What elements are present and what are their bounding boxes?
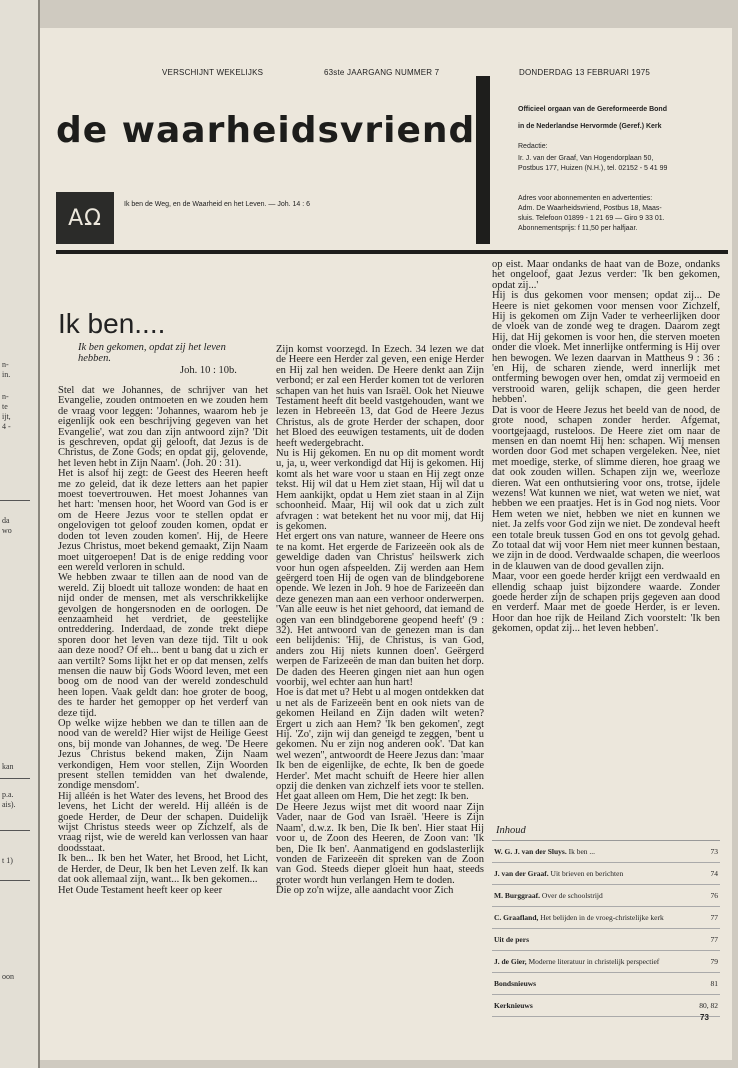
toc-author: Uit de pers [494, 935, 529, 944]
margin-fragment: p.a. [2, 790, 14, 799]
alpha-omega-logo: AΩ [56, 192, 114, 244]
margin-rule [0, 778, 30, 779]
toc-item[interactable] [492, 951, 720, 973]
toc-item[interactable] [492, 885, 720, 907]
margin-fragment: ijt, [2, 412, 11, 421]
admin-info: Adm. De Waarheidsvriend, Postbus 18, Maas- [518, 205, 662, 212]
margin-fragment: te [2, 402, 8, 411]
toc-item[interactable] [492, 841, 720, 863]
toc-page: 81 [710, 979, 718, 988]
masthead-rule [56, 250, 728, 254]
toc-title: Ik ben ... [568, 847, 596, 856]
toc-title: Uit brieven en berichten [550, 869, 624, 878]
toc-item[interactable] [492, 929, 720, 951]
toc-author: Bondsnieuws [494, 979, 537, 988]
masthead-vertical-bar [476, 76, 490, 244]
toc-page: 74 [710, 869, 718, 878]
toc-item[interactable] [492, 995, 720, 1017]
redactie-address: Postbus 177, Huizen (N.H.), tel. 02152 - 5 41 99 [518, 165, 668, 172]
magazine-title: de waarheidsvriend [56, 110, 476, 151]
organ-line: in de Nederlandse Hervormde (Geref.) Kerk [518, 123, 662, 130]
issue-date: DONDERDAG 13 FEBRUARI 1975 [519, 68, 651, 77]
margin-fragment: t 1) [2, 856, 13, 865]
article-column-3: op eist. Maar ondanks de haat van de Boze, ondanks het ongeloof, gaat Jezus verder: 'Ik ben gekomen, opdat zij...' Hij is dus gekomen voor mensen; opdat zij... De Heere is niet gekomen voor mensen voor Zichzelf, Hij is gekomen om Zijn Vader te verheerlijken door de vloek van de zonde weg te dragen. Daarom zegt Hij, dat Hij gekomen is voor hen, die sterven moeten onder die vloek. Met innerlijke ontferming is Hij over hen bewogen. We lezen daarvan in Mattheus 9 : 36 : 'en Hij, de scharen ziende, werd innerlijk met ontferming bewogen over hen, omdat zij vermoeid en verstrooid waren, gelijk schapen, die geen herder hebben'. Dat is voor de Heere Jezus het beeld van de nood, de grote nood, schapen zonder herder. Afgemat, voortgejaagd, rusteloos. De Heere ziet om naar de mensen en dan noemt Hij hen: schapen. Wij mensen worden door God met schapen vergeleken. Nee, niet met moedige, sterke, of slimme dieren, hoe graag we dat ook zouden willen. Schapen zijn we, weerloze dieren. Wat een onthutsiering voor ons, trotse, ijdele wezens! Wat kunnen we niet, wat weten we niet, wat hebben we een praatjes. Het is in God nog niets. Voor Hem weten we niet, hebben we niet en kunnen we niet. Ja zelfs voor God zijn we niet. De zondeval heeft een totale breuk tussen God en ons tot gevolg gehad. Zo totaal dat wij voor Hem niet meer kunnen bestaan, we zijn in de dood. Verdwaalde schapen, die weerloos in de klauwen van de dood gevallen zijn. Maar, voor een goede herder krijgt een verdwaald en ellendig schaap juist bijzondere waarde. Zonder goede herder zijn de schapen prijs gegeven aan dood en verderf. Maar met de goede Herder, is er leven. Hoor dan hoe rijk de Heiland Zich voorstelt: 'Ik ben gekomen, opdat zij... het leven hebben'. [492, 260, 720, 635]
toc-page: 77 [710, 935, 718, 944]
volume-label: 63ste JAARGANG NUMMER 7 [324, 68, 440, 77]
toc-author: C. Graafland, [494, 913, 539, 922]
margin-fragment: in. [2, 370, 11, 379]
frequency-label: VERSCHIJNT WEKELIJKS [162, 68, 264, 77]
admin-info: sluis. Telefoon 01899 - 1 21 69 — Giro 9 33 01. [518, 215, 665, 222]
margin-fragment: wo [2, 526, 12, 535]
margin-fragment: 4 - [2, 422, 11, 431]
admin-info: Abonnementsprijs: f 11,50 per halfjaar. [518, 225, 638, 232]
toc-title: Over de schoolstrijd [541, 891, 603, 900]
article-column-1: Stel dat we Johannes, de schrijver van het Evangelie, zouden ontmoeten en we zouden hem de vraag voor leggen: 'Johannes, waarom heb je eigenlijk ook een beschrijving gegeven van het Evangelie', wat zou dan zijn antwoord zijn? 'Dit is geschreven, opdat gij gelooft, dat Jezus is de Christus, de Zone Gods; en opdat gij, gelovende, het leven hebt in Zijn Naam'. (Joh. 20 : 31). Het is alsof hij zegt: de Geest des Heeren heeft me zo geleid, dat ik deze letters aan het papier moest toevertrouwen. Het moest Johannes van het hart: 'mensen hoor, het Woord van God is er om de Heere Jezus voor te stellen opdat er ongelovigen tot geloof zouden komen, opdat er doden tot leven zouden komen'. Hij, de Heere Jezus Christus, moet bekend gemaakt, Zijn Naam moet uitgeroepen! Dat is de enige redding voor een wereld verloren in schuld. We hebben zwaar te tillen aan de nood van de wereld. Zij bloedt uit talloze wonden: de haat en nijd onder de mensen, met als verschrikkelijke gevolgen de hongersnoden en de oorlogen. De eenzaamheid het verdriet, de geestelijke ontreddering. Inderdaad, de zonde trekt diepe sporen door het leven van deze tijd. Tilt u ook aan deze nood? Of eh... bent u bang dat u zich er aan vertilt? Soms lijkt het er op dat mensen, zelfs mensen die nauw bij Gods Woord leven, met een boog om de nood van der wereld zondeschuld heen lopen. Vaak geldt dan: hoe groter de boog, des te harder het gemopper op het verderf van deze tijd. Op welke wijze hebben we dan te tillen aan de nood van de wereld? Hier wijst de Heilige Geest ons, bij monde van Johannes, de weg. 'De Heere Jezus Christus bekend maken, Zijn Naam verkondigen, Hem voor stellen, Zijn Woorden present stellen temidden van het dwalende, zondige mensdom'. Hij alléén is het Water des levens, het Brood des levens, het Licht der wereld. Hij alléén is de goede Herder, de Deur der schapen. Duidelijk wijst Christus steeds weer op Zichzelf, als de vraag rijst, wie de wereld kan verlossen van haar doodsstaat. Ik ben... Ik ben het Water, het Brood, het Licht, de Herder, de Deur, Ik ben het Leven zelf. Ik kan dat ook allemaal zijn, want... Ik ben gekomen... Het Oude Testament heeft keer op keer [58, 386, 268, 896]
margin-fragment: n- [2, 392, 9, 401]
table-of-contents [492, 840, 720, 1017]
toc-page: 80, 82 [699, 1001, 718, 1010]
toc-title: Moderne literatuur in christelijk perspectief [528, 957, 660, 966]
toc-item[interactable] [492, 973, 720, 995]
margin-fragment: ais). [2, 800, 16, 809]
margin-fragment: kan [2, 762, 14, 771]
toc-author: Kerknieuws [494, 1001, 533, 1010]
contents-title: Inhoud [496, 825, 526, 836]
margin-fragment: da [2, 516, 10, 525]
margin-rule [0, 500, 30, 501]
toc-author: J. van der Graaf. [494, 869, 549, 878]
margin-rule [0, 830, 30, 831]
intro-reference: Joh. 10 : 10b. [180, 365, 237, 376]
toc-page: 77 [710, 913, 718, 922]
toc-page: 76 [710, 891, 718, 900]
toc-author: W. G. J. van der Sluys. [494, 847, 567, 856]
toc-item[interactable] [492, 863, 720, 885]
magazine-page [40, 28, 732, 1060]
page-number: 73 [700, 1013, 709, 1022]
toc-author: M. Burggraaf. [494, 891, 541, 900]
toc-item[interactable] [492, 907, 720, 929]
toc-page: 73 [710, 847, 718, 856]
margin-fragment: oon [2, 972, 14, 981]
article-intro-quote: Ik ben gekomen, opdat zij het leven hebben. [78, 342, 226, 364]
toc-page: 79 [710, 957, 718, 966]
motto: Ik ben de Weg, en de Waarheid en het Leven. — Joh. 14 : 6 [124, 201, 311, 208]
toc-title: Het belijden in de vroeg-christelijke kerk [540, 913, 664, 922]
redactie-label: Redactie: [518, 143, 548, 150]
organ-line: Officieel orgaan van de Gereformeerde Bond [518, 106, 667, 113]
toc-author: J. de Gier, [494, 957, 527, 966]
margin-rule [0, 880, 30, 881]
article-heading: Ik ben.... [58, 308, 166, 339]
previous-page-edge [0, 0, 40, 1068]
article-column-2: Zijn komst voorzegd. In Ezech. 34 lezen we dat de Heere een Herder zal geven, een enige Herder en Hij zal hen weiden. De Heere denkt aan Zijn verbond; er zal een Herder komen tot de verloren schapen van het huis van Israël. Ook het Nieuwe Testament heeft dit beeld vastgehouden, want we lezen in Hebreeën 13, dat God de Heere Jezus Christus, als de grote Herder der schapen, door het Bloed des eeuwigen testaments, uit de doden heeft wedergebracht. Nu is Hij gekomen. En nu op dit moment wordt u, ja, u, weer verkondigd dat Hij is gekomen. Hij komt als het ware voor u staan en Hij zegt onze tekst. Hij wil dat u Hem ziet staan, Hij wil dat u Hem aankijkt, opdat u Hem ziet staan in al Zijn schoonheid. Maar, Hij wil ook dat u zich zult afvragen : wat betekent het nu voor mij, dat Hij is gekomen. Het ergert ons van nature, wanneer de Heere ons te na komt. Het ergerde de Farizeeën ook als de geweldige daden van Christus' heilswerk zich voor hun ogen afspeelden. Zij werden aan Hem geërgerd toen Hij de ogen van de blindgeborene opende. We lezen in Joh. 9 hoe de Farizeeën dan deze genezen man aan een verhoor onderwerpen. 'Van alle eeuw is het niet gehoord, dat iemand de ogen van een blindgeborene geopend heeft' (9 : 32). Het antwoord van de genezen man is dan een belijdenis: 'Hij, de Christus, is van God, anders zou Hij niets kunnen doen'. Geërgerd werpen de Farizeeën de man dan buiten het dorp. De daden des Heeren gingen niet aan hun ogen voorbij, wel echter aan hun hart! Hoe is dat met u? Hebt u al mogen ontdekken dat u net als de Farizeeën bent en ook niets van de gekomen Heiland en Zijn daden wilt weten? Ergert u zich aan Hem? 'Ik ben gekomen', zegt Hij. 'Zo', zijn wij dan geneigd te zeggen, 'bent u gekomen. Nu er zijn nog anderen ook'. 'Dat kan wel wezen'', antwoordt de Heere Jezus dan: 'maar Ik ben de eigenlijke, de echte, Ik ben de goede Herder'. Met macht schuift de Heere hier allen opzij die denken van zichzelf iets voor te stellen. Het gaat alleen om Hem, Die het zegt: Ik ben. De Heere Jezus wijst met dit woord naar Zijn Vader, naar de God van Israël. 'Heere is Zijn Naam', d.w.z. Ik ben, Die Ik ben'. Hier staat Hij voor u, de Zoon des Heeren, de Zoon van: 'Ik ben, Die Ik ben'. Aanmatigend en godslasterlijk vonden de Farizeeën dit spreken van de Zoon van God. Steeds dieper gloeit hun haat, steeds groter wordt hun verlangen Hem te doden. Die op zo'n wijze, alle aandacht voor Zich [276, 345, 484, 897]
margin-fragment: n- [2, 360, 9, 369]
admin-info: Adres voor abonnementen en advertenties: [518, 195, 653, 202]
redactie-address: Ir. J. van der Graaf, Van Hogendorplaan 50, [518, 155, 654, 162]
